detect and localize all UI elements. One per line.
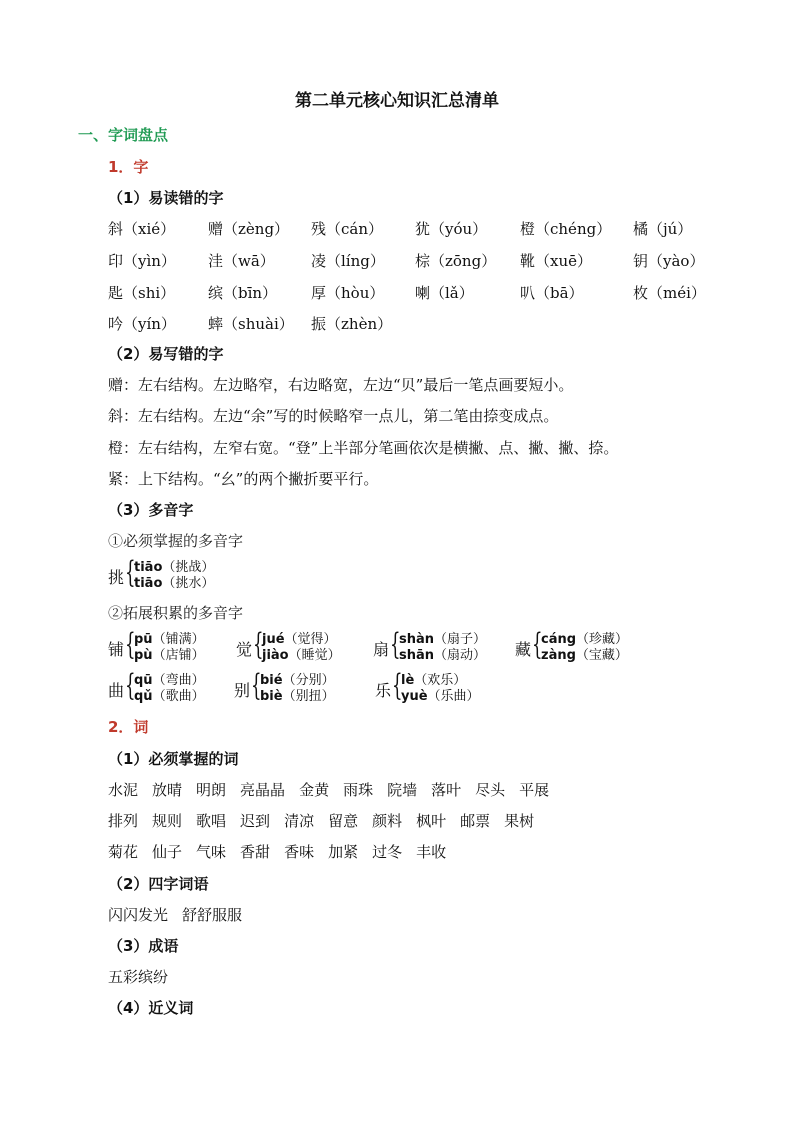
reading-pinyin: bié [260, 673, 283, 688]
reading-word: （扇子） [434, 632, 487, 647]
reading-word: （睡觉） [288, 648, 341, 663]
word: 过冬 [372, 843, 403, 861]
brace-icon: { [125, 555, 136, 590]
writing-note: 斜：左右结构。左边“余”写的时候略窄一点儿，第二笔由捺变成点。 [108, 407, 559, 425]
pinyin-item: 凌（líng） [311, 252, 385, 270]
polyphone-must-label: ①必须掌握的多音字 [108, 532, 244, 550]
word: 水泥 [108, 781, 139, 799]
reading-pinyin: yuè [401, 689, 428, 704]
reading-word: （挑战） [162, 560, 215, 575]
reading-word: （店铺） [152, 648, 205, 663]
heading-easy-write: （2）易写错的字 [108, 345, 224, 363]
heading-idioms: （3）成语 [108, 937, 179, 955]
reading-pinyin: jiào [262, 648, 289, 663]
reading-pinyin: lè [401, 673, 415, 688]
polyphone-item [515, 627, 655, 664]
polyphone-char: 挑 [108, 568, 125, 587]
word: 排列 [108, 812, 139, 830]
pinyin-item: 靴（xuē） [520, 252, 592, 270]
word: 尽头 [475, 781, 506, 799]
word: 雨珠 [343, 781, 374, 799]
polyphone-item [236, 627, 356, 664]
word: 菊花 [108, 843, 139, 861]
pinyin-item: 喇（lǎ） [415, 284, 474, 302]
reading-pinyin: cáng [541, 632, 577, 647]
heading-four-char: （2）四字词语 [108, 875, 209, 893]
writing-note: 紧：上下结构。“幺”的两个撇折要平行。 [108, 470, 379, 488]
pinyin-item: 振（zhèn） [311, 315, 393, 333]
word: 规则 [152, 812, 183, 830]
word: 加紧 [328, 843, 359, 861]
heading-easy-read: （1）易读错的字 [108, 189, 224, 207]
word: 香味 [284, 843, 315, 861]
word: 闪闪发光 [108, 906, 169, 924]
reading-word: （挑水） [162, 576, 215, 591]
reading-pinyin: biè [260, 689, 283, 704]
pinyin-item: 厚（hòu） [311, 284, 385, 302]
reading-word: （歌曲） [152, 689, 205, 704]
word: 果树 [504, 812, 535, 830]
reading-pinyin: shàn [399, 632, 435, 647]
word: 平展 [519, 781, 550, 799]
reading-word: （扇动） [434, 648, 487, 663]
word: 气味 [196, 843, 227, 861]
pinyin-item: 橙（chéng） [520, 220, 612, 238]
pinyin-item: 赠（zèng） [208, 220, 290, 238]
heading-synonyms: （4）近义词 [108, 999, 194, 1017]
polyphone-item [373, 627, 503, 664]
word: 金黄 [299, 781, 330, 799]
reading-word: （觉得） [284, 632, 337, 647]
pinyin-item: 斜（xié） [108, 220, 176, 238]
reading-word: （珍藏） [576, 632, 629, 647]
word-row [108, 904, 256, 925]
pinyin-item: 钥（yào） [633, 252, 705, 270]
subsection-heading-vocabulary: 2．词 [108, 718, 149, 736]
reading-pinyin: tiāo [134, 576, 163, 591]
reading-pinyin: tiāo [134, 560, 163, 575]
pinyin-item: 匙（shi） [108, 284, 176, 302]
pinyin-item: 洼（wā） [208, 252, 275, 270]
pinyin-item: 缤（bīn） [208, 284, 278, 302]
polyphone-char: 乐 [375, 681, 392, 700]
word: 香甜 [240, 843, 271, 861]
reading-pinyin: pū [134, 632, 153, 647]
polyphone-item [375, 668, 495, 705]
writing-note: 赠：左右结构。左边略窄，右边略宽，左边“贝”最后一笔点画要短小。 [108, 376, 574, 394]
polyphone-item [108, 555, 248, 592]
polyphone-char: 觉 [236, 640, 253, 659]
word: 仙子 [152, 843, 183, 861]
reading-word: （欢乐） [414, 673, 467, 688]
word: 放晴 [152, 781, 183, 799]
word: 舒舒服服 [182, 906, 243, 924]
word: 亮晶晶 [240, 781, 286, 799]
pinyin-item: 印（yìn） [108, 252, 176, 270]
heading-polyphone: （3）多音字 [108, 501, 194, 519]
word: 枫叶 [416, 812, 447, 830]
subsection-heading-characters: 1．字 [108, 158, 149, 176]
word: 邮票 [460, 812, 491, 830]
reading-word: （分别） [282, 673, 335, 688]
reading-pinyin: pù [134, 648, 153, 663]
word: 明朗 [196, 781, 227, 799]
polyphone-char: 扇 [373, 640, 390, 659]
word: 歌唱 [196, 812, 227, 830]
reading-word: （弯曲） [152, 673, 205, 688]
polyphone-item [108, 668, 228, 705]
reading-pinyin: qū [134, 673, 153, 688]
section-heading-words: 一、字词盘点 [78, 126, 169, 144]
reading-word: （乐曲） [427, 689, 480, 704]
word: 留意 [328, 812, 359, 830]
brace-icon: { [390, 627, 401, 662]
word-row [108, 810, 548, 831]
pinyin-item: 橘（jú） [633, 220, 693, 238]
pinyin-item: 枚（méi） [633, 284, 706, 302]
word: 院墙 [387, 781, 418, 799]
polyphone-ext-label: ②拓展积累的多音字 [108, 604, 244, 622]
word: 落叶 [431, 781, 462, 799]
polyphone-char: 别 [234, 681, 251, 700]
reading-word: （宝藏） [575, 648, 628, 663]
pinyin-item: 犹（yóu） [415, 220, 488, 238]
polyphone-char: 藏 [515, 640, 532, 659]
word-row [108, 966, 182, 987]
polyphone-char: 铺 [108, 640, 125, 659]
word: 迟到 [240, 812, 271, 830]
brace-icon: { [125, 627, 136, 662]
reading-pinyin: shān [399, 648, 435, 663]
heading-must-words: （1）必须掌握的词 [108, 750, 239, 768]
brace-icon: { [125, 668, 136, 703]
reading-word: （别扭） [282, 689, 335, 704]
polyphone-item [108, 627, 228, 664]
pinyin-item: 残（cán） [311, 220, 384, 238]
reading-word: （铺满） [152, 632, 205, 647]
word: 颜料 [372, 812, 403, 830]
polyphone-item [234, 668, 354, 705]
brace-icon: { [251, 668, 262, 703]
pinyin-item: 吟（yín） [108, 315, 176, 333]
word: 五彩缤纷 [108, 968, 169, 986]
pinyin-item: 蟀（shuài） [208, 315, 294, 333]
word-row [108, 779, 563, 800]
brace-icon: { [392, 668, 403, 703]
word-row [108, 841, 460, 862]
word: 清凉 [284, 812, 315, 830]
reading-pinyin: jué [262, 632, 285, 647]
polyphone-char: 曲 [108, 681, 125, 700]
pinyin-item: 叭（bā） [520, 284, 584, 302]
pinyin-item: 棕（zōng） [415, 252, 497, 270]
brace-icon: { [253, 627, 264, 662]
brace-icon: { [532, 627, 543, 662]
writing-note: 橙：左右结构，左窄右宽。“登”上半部分笔画依次是横撇、点、撇、撇、捺。 [108, 439, 619, 457]
reading-pinyin: qǔ [134, 689, 153, 704]
word: 丰收 [416, 843, 447, 861]
page-title: 第二单元核心知识汇总清单 [295, 91, 499, 111]
reading-pinyin: zàng [541, 648, 576, 663]
